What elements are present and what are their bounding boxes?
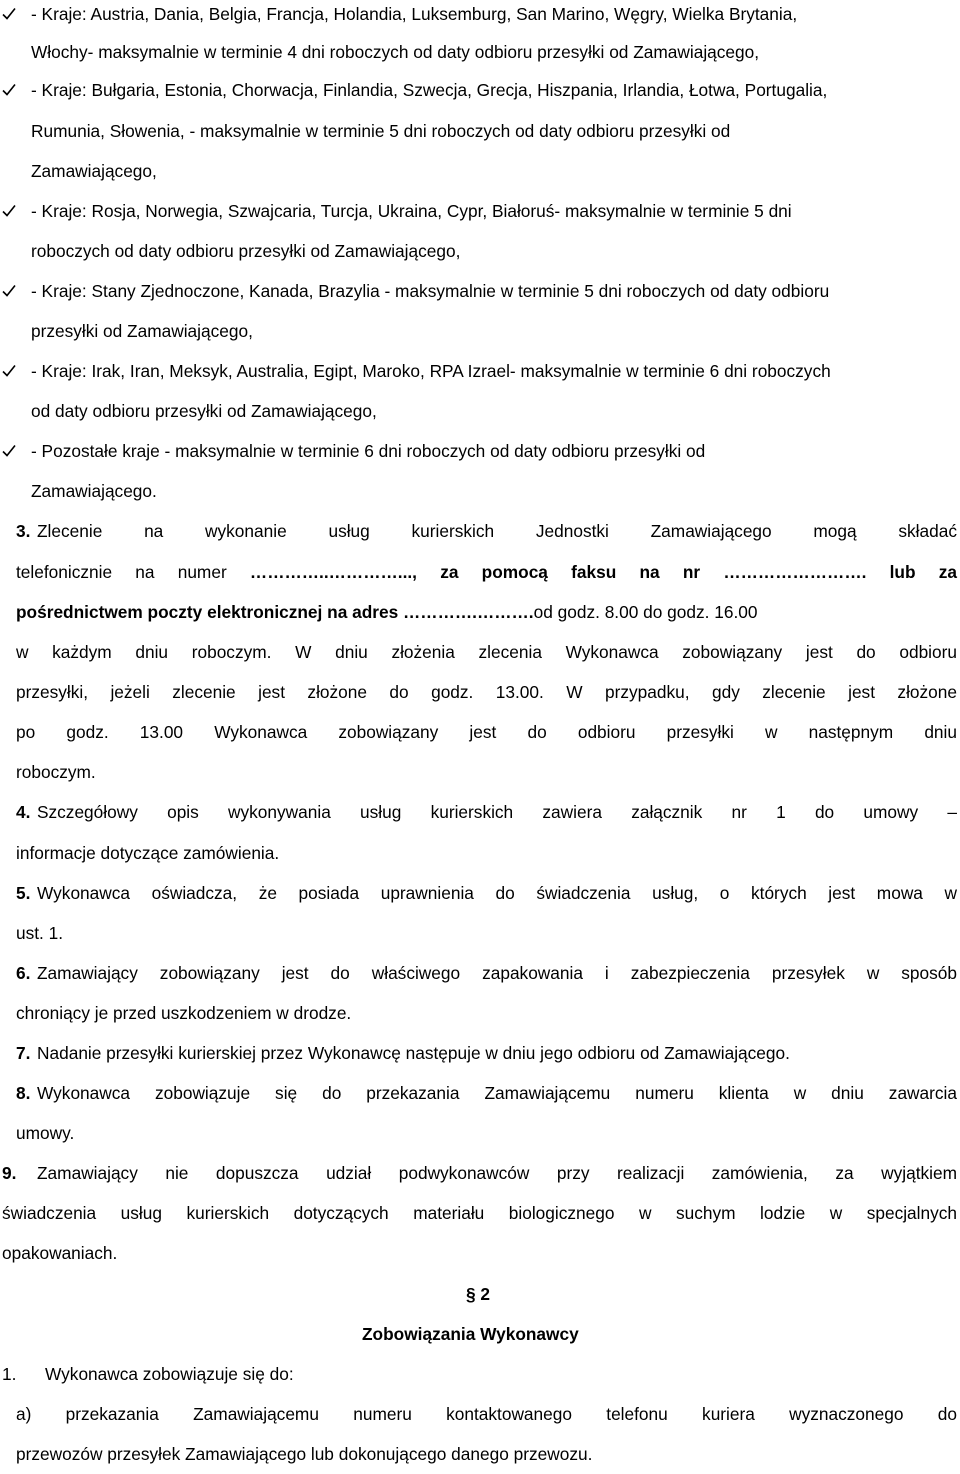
item-number: 7. — [16, 1043, 31, 1063]
numbered-item-6 — [0, 953, 960, 993]
bullet-item — [0, 271, 960, 311]
bullet-text: przesyłki od Zamawiającego, — [31, 321, 253, 341]
bullet-text: - Kraje: Bułgaria, Estonia, Chorwacja, Finlandia, Szwecja, Grecja, Hiszpania, Irlandia, Łotwa, Portugalia, — [31, 80, 828, 100]
item-continuation — [0, 1233, 960, 1273]
item-text: a) przekazania Zamawiającemu numeru kontaktowanego telefonu kuriera wyznaczonego do — [16, 1404, 957, 1424]
item-continuation — [0, 752, 960, 792]
item-continuation — [0, 552, 960, 592]
item-text: przesyłki, jeżeli zlecenie jest złożone do godz. 13.00. W przypadku, gdy zlecenie jest złożone — [16, 682, 957, 702]
sub-item-a — [0, 1394, 960, 1434]
checkmark-icon — [2, 0, 16, 34]
item-continuation — [0, 672, 960, 712]
numbered-item-3 — [0, 511, 960, 551]
item-text-bold: …………..…………..., za pomocą faksu na nr ……………………. lub za — [249, 562, 957, 582]
item-text: Szczegółowy opis wykonywania usług kurierskich zawiera załącznik nr 1 do umowy – — [37, 802, 957, 822]
item-text: po godz. 13.00 Wykonawca zobowiązany jest do odbioru przesyłki w następnym dniu — [16, 722, 957, 742]
bullet-item — [0, 191, 960, 231]
bullet-text: - Pozostałe kraje - maksymalnie w terminie 6 dni roboczych od daty odbioru przesyłki od — [31, 441, 706, 461]
item-continuation — [0, 833, 960, 873]
bullet-text: Zamawiającego. — [31, 481, 157, 501]
section-title-text: Zobowiązania Wykonawcy — [362, 1324, 579, 1344]
item-text: świadczenia usług kurierskich dotyczących materiału biologicznego w suchym lodzie w specjalnych — [2, 1203, 957, 1223]
bullet-text: - Kraje: Irak, Iran, Meksyk, Australia, Egipt, Maroko, RPA Izrael- maksymalnie w terminie 6 dni roboczych — [31, 361, 831, 381]
item-continuation — [0, 913, 960, 953]
numbered-item-9 — [0, 1153, 960, 1193]
bullet-continuation — [0, 231, 960, 271]
numbered-item-4 — [0, 792, 960, 832]
item-text: telefonicznie na numer — [16, 562, 250, 582]
item-text: roboczym. — [16, 762, 96, 782]
item-text: w każdym dniu roboczym. W dniu złożenia zlecenia Wykonawca zobowiązany jest do odbioru — [16, 642, 957, 662]
item-continuation — [0, 1434, 960, 1474]
numbered-item-7 — [0, 1033, 960, 1073]
bullet-continuation — [0, 471, 960, 511]
item-text: opakowaniach. — [2, 1243, 118, 1263]
item-continuation — [0, 712, 960, 752]
item-text: Nadanie przesyłki kurierskiej przez Wykonawcę następuje w dniu jego odbioru od Zamawiającego. — [37, 1043, 790, 1063]
item-text: przewozów przesyłek Zamawiającego lub dokonującego danego przewozu. — [16, 1444, 593, 1464]
item-number: 9. — [2, 1163, 17, 1183]
sub-item-1 — [0, 1354, 960, 1394]
bullet-continuation — [0, 151, 960, 191]
section-number — [0, 1274, 960, 1314]
item-continuation — [0, 632, 960, 672]
item-continuation — [0, 592, 960, 632]
item-number: 1. — [2, 1364, 17, 1384]
item-text: umowy. — [16, 1123, 75, 1143]
item-continuation — [0, 993, 960, 1033]
checkmark-icon — [2, 431, 16, 471]
bullet-continuation — [0, 32, 960, 72]
bullet-text: Rumunia, Słowenia, - maksymalnie w terminie 5 dni roboczych od daty odbioru przesyłki od — [31, 121, 731, 141]
numbered-item-8 — [0, 1073, 960, 1113]
item-continuation — [0, 1193, 960, 1233]
bullet-text: od daty odbioru przesyłki od Zamawiającego, — [31, 401, 377, 421]
item-number: 8. — [16, 1083, 31, 1103]
bullet-item — [0, 431, 960, 471]
item-text: Zamawiający zobowiązany jest do właściwego zapakowania i zabezpieczenia przesyłek w sposób — [37, 963, 957, 983]
item-text: Zamawiający nie dopuszcza udział podwykonawców przy realizacji zamówienia, za wyjątkiem — [37, 1163, 957, 1183]
item-text: Wykonawca zobowiązuje się do przekazania Zamawiającemu numeru klienta w dniu zawarcia — [37, 1083, 957, 1103]
bullet-text: Zamawiającego, — [31, 161, 157, 181]
item-text-mixed — [16, 552, 957, 592]
checkmark-icon — [2, 191, 16, 231]
bullet-continuation — [0, 111, 960, 151]
checkmark-icon — [2, 271, 16, 311]
item-text: ust. 1. — [16, 923, 64, 943]
item-text: Wykonawca oświadcza, że posiada uprawnienia do świadczenia usług, o których jest mowa w — [37, 883, 957, 903]
bullet-text: - Kraje: Stany Zjednoczone, Kanada, Brazylia - maksymalnie w terminie 5 dni roboczych od daty odbioru — [31, 281, 830, 301]
item-continuation — [0, 1113, 960, 1153]
item-number: 3. — [16, 521, 31, 541]
checkmark-icon — [2, 351, 16, 391]
bullet-continuation — [0, 311, 960, 351]
item-text: Zlecenie na wykonanie usług kurierskich Jednostki Zamawiającego mogą składać — [37, 521, 957, 541]
item-number: 4. — [16, 802, 31, 822]
bullet-text: Włochy- maksymalnie w terminie 4 dni roboczych od daty odbioru przesyłki od Zamawiającego, — [31, 42, 760, 62]
numbered-item-5 — [0, 873, 960, 913]
item-text-mixed — [16, 592, 757, 632]
section-number-text: § 2 — [466, 1284, 491, 1304]
item-number: 5. — [16, 883, 31, 903]
item-text: informacje dotyczące zamówienia. — [16, 843, 280, 863]
checkmark-icon — [2, 70, 16, 110]
bullet-item — [0, 70, 960, 110]
item-text: od godz. 8.00 do godz. 16.00 — [533, 602, 758, 622]
section-title — [0, 1314, 960, 1354]
bullet-text: - Kraje: Rosja, Norwegia, Szwajcaria, Turcja, Ukraina, Cypr, Białoruś- maksymalnie w terminie 5 dni — [31, 201, 792, 221]
bullet-item — [0, 351, 960, 391]
bullet-continuation — [0, 391, 960, 431]
item-text: chroniący je przed uszkodzeniem w drodze. — [16, 1003, 352, 1023]
item-number: 6. — [16, 963, 31, 983]
bullet-text: roboczych od daty odbioru przesyłki od Zamawiającego, — [31, 241, 461, 261]
bullet-item — [0, 0, 960, 34]
bullet-text: - Kraje: Austria, Dania, Belgia, Francja, Holandia, Luksemburg, San Marino, Węgry, Wielka Brytania, — [31, 4, 798, 24]
item-text: Wykonawca zobowiązuje się do: — [45, 1364, 294, 1384]
item-text-bold: pośrednictwem poczty elektronicznej na adres ………….………. — [16, 602, 534, 622]
